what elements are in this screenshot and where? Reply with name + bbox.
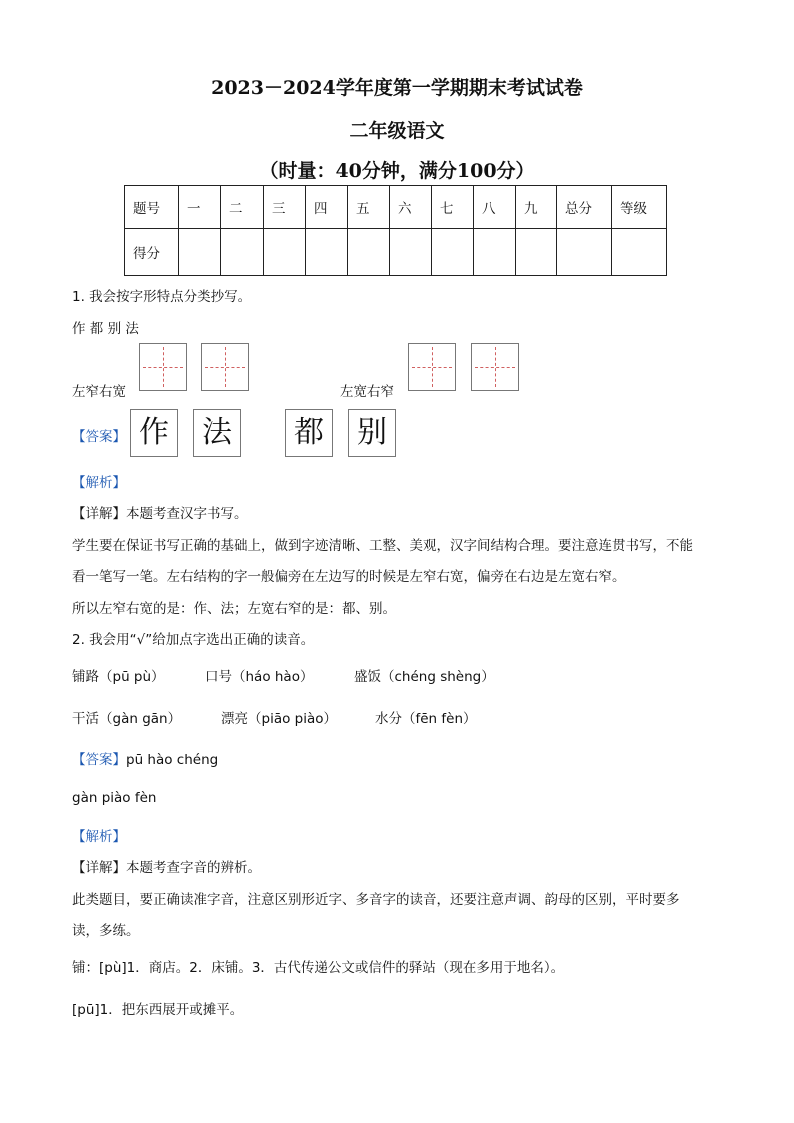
score-cell[interactable]	[516, 229, 557, 276]
q1-right-label: 左宽右窄	[340, 384, 394, 400]
score-table-score-row	[125, 229, 667, 276]
answer-char-box: 都	[285, 409, 333, 457]
score-header-cell: 二	[221, 186, 264, 229]
q1-characters: 作 都 别 法	[72, 321, 139, 337]
q2-option[interactable]: 口号（háo hào）	[205, 669, 314, 685]
score-header-cell: 等级	[612, 186, 667, 229]
score-cell[interactable]	[306, 229, 348, 276]
q1-explanation-line: 学生要在保证书写正确的基础上，做到字迹清晰、工整、美观，汉字间结构合理。要注意连贯书写，不能	[72, 538, 693, 554]
q2-definition: [pū]1．把东西展开或摊平。	[72, 1002, 244, 1018]
q2-explanation-line: 此类题目，要正确读准字音，注意区别形近字、多音字的读音，还要注意声调、韵母的区别，平时要多	[72, 892, 680, 908]
q1-answer-tag: 【答案】	[72, 429, 126, 445]
q2-analysis-tag: 【解析】	[72, 829, 126, 845]
score-header-cell: 五	[348, 186, 390, 229]
exam-title: 2023－2024学年度第一学期期末考试试卷	[211, 77, 583, 99]
q1-left-label: 左窄右宽	[72, 384, 126, 400]
q1-conclusion: 所以左窄右宽的是：作、法；左宽右窄的是：都、别。	[72, 601, 396, 617]
q2-option[interactable]: 干活（gàn gān）	[72, 711, 182, 727]
score-header-cell: 一	[179, 186, 221, 229]
score-header-cell: 总分	[557, 186, 612, 229]
q1-prompt: 1. 我会按字形特点分类抄写。	[72, 289, 252, 305]
answer-char-box: 别	[348, 409, 396, 457]
answer-char-box: 法	[193, 409, 241, 457]
q2-explanation-line: 读，多练。	[72, 923, 140, 939]
writing-grid-box[interactable]	[139, 343, 187, 391]
score-header-cell: 八	[474, 186, 516, 229]
score-cell[interactable]	[264, 229, 306, 276]
score-cell[interactable]	[348, 229, 390, 276]
q2-answer-values-2: gàn piào fèn	[72, 790, 157, 806]
q2-option[interactable]: 盛饭（chéng shèng）	[354, 669, 495, 685]
score-cell[interactable]	[474, 229, 516, 276]
score-cell[interactable]	[612, 229, 667, 276]
writing-grid-box[interactable]	[408, 343, 456, 391]
q2-answer-tag: 【答案】	[72, 752, 126, 768]
score-header-cell: 六	[390, 186, 432, 229]
score-header-cell: 七	[432, 186, 474, 229]
q2-prompt: 2. 我会用“√”给加点字选出正确的读音。	[72, 632, 315, 648]
score-table-header-row	[125, 186, 667, 229]
score-cell[interactable]	[390, 229, 432, 276]
q2-answer-values: pū hào chéng	[126, 752, 219, 768]
exam-meta: （时量：40分钟，满分100分）	[259, 160, 535, 182]
score-header-cell: 题号	[125, 186, 179, 229]
writing-grid-box[interactable]	[471, 343, 519, 391]
score-cell[interactable]	[221, 229, 264, 276]
q2-option[interactable]: 漂亮（piāo piào）	[221, 711, 337, 727]
q1-explanation-line: 看一笔写一笔。左右结构的字一般偏旁在左边写的时候是左窄右宽，偏旁在右边是左宽右窄。	[72, 569, 626, 585]
score-header-cell: 九	[516, 186, 557, 229]
q2-detail: 【详解】本题考查字音的辨析。	[72, 860, 261, 876]
score-header-cell: 三	[264, 186, 306, 229]
q2-option[interactable]: 铺路（pū pù）	[72, 669, 165, 685]
q1-detail: 【详解】本题考查汉字书写。	[72, 506, 248, 522]
score-table	[124, 185, 667, 276]
exam-subtitle: 二年级语文	[349, 120, 445, 142]
writing-grid-box[interactable]	[201, 343, 249, 391]
score-cell[interactable]	[557, 229, 612, 276]
score-cell[interactable]	[179, 229, 221, 276]
q2-definition: 铺：[pù]1．商店。2．床铺。3．古代传递公文或信件的驿站（现在多用于地名）。	[72, 960, 565, 976]
score-row-label: 得分	[125, 229, 179, 276]
q2-answer-line	[72, 748, 218, 768]
score-header-cell: 四	[306, 186, 348, 229]
q2-option[interactable]: 水分（fēn fèn）	[375, 711, 477, 727]
q1-analysis-tag: 【解析】	[72, 475, 126, 491]
answer-char-box: 作	[130, 409, 178, 457]
score-cell[interactable]	[432, 229, 474, 276]
